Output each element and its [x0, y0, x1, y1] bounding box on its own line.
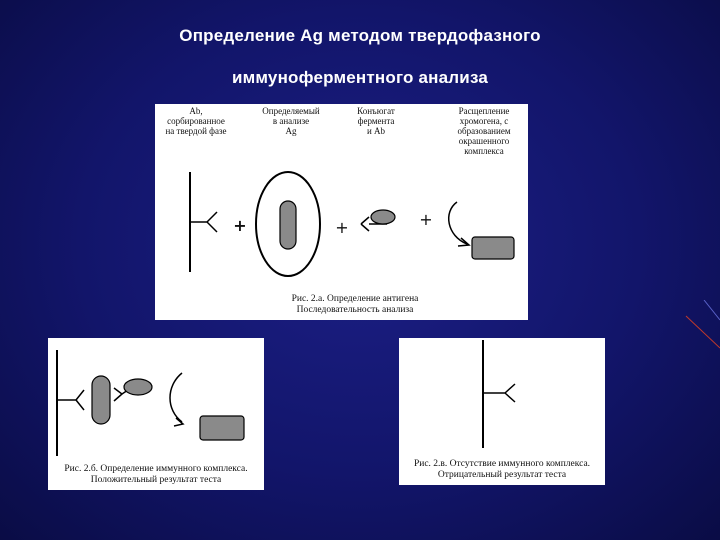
figure-caption-a: Рис. 2.а. Определение антигена Последовательность анализа: [291, 294, 419, 315]
panel-a-diagram: [155, 104, 528, 320]
slide-title-line-1: Определение Ag методом твердофазного: [179, 26, 541, 45]
enzyme-ellipse-icon: [371, 210, 395, 224]
label-enzyme-conjugate: Конъюгат фермента и Ab: [357, 106, 395, 136]
colored-product-icon: [472, 237, 514, 259]
colored-product-icon: [200, 416, 244, 440]
plus-sign-2: +: [335, 218, 349, 237]
enzyme-ellipse-icon: [124, 379, 152, 395]
figure-panel-a: [155, 104, 528, 320]
label-chromogen-cleavage: Расщепление хромогена, с образованием окрашенного комплекса: [457, 106, 511, 156]
slide-title-line-2: иммуноферментного анализа: [231, 68, 489, 87]
antibody-y-icon: [190, 212, 217, 232]
antigen-pill-icon: [280, 201, 296, 249]
label-target-antigen: Определяемый в анализе Ag: [262, 106, 320, 136]
antibody-y-icon: [483, 384, 515, 402]
antigen-pill-icon: [92, 376, 110, 424]
antibody-y-icon: [57, 390, 84, 410]
plus-sign-1: +: [233, 216, 247, 235]
figure-panel-b: [48, 338, 264, 490]
figure-caption-b: Рис. 2.б. Определение иммунного комплекса. Положительный результат теста: [64, 464, 248, 485]
arrowhead-icon: [174, 418, 183, 426]
figure-panel-c: [399, 338, 605, 485]
reaction-arrow-icon: [449, 202, 467, 244]
figure-caption-c: Рис. 2.в. Отсутствие иммунного комплекса. Отрицательный результат теста: [413, 459, 591, 480]
reaction-arrow-icon: [170, 373, 182, 422]
plus-sign-3: +: [419, 210, 433, 229]
label-sorbed-antibody: Ab, сорбированное на твердой фазе: [165, 106, 227, 136]
decorative-edge-lines: [680, 300, 720, 380]
